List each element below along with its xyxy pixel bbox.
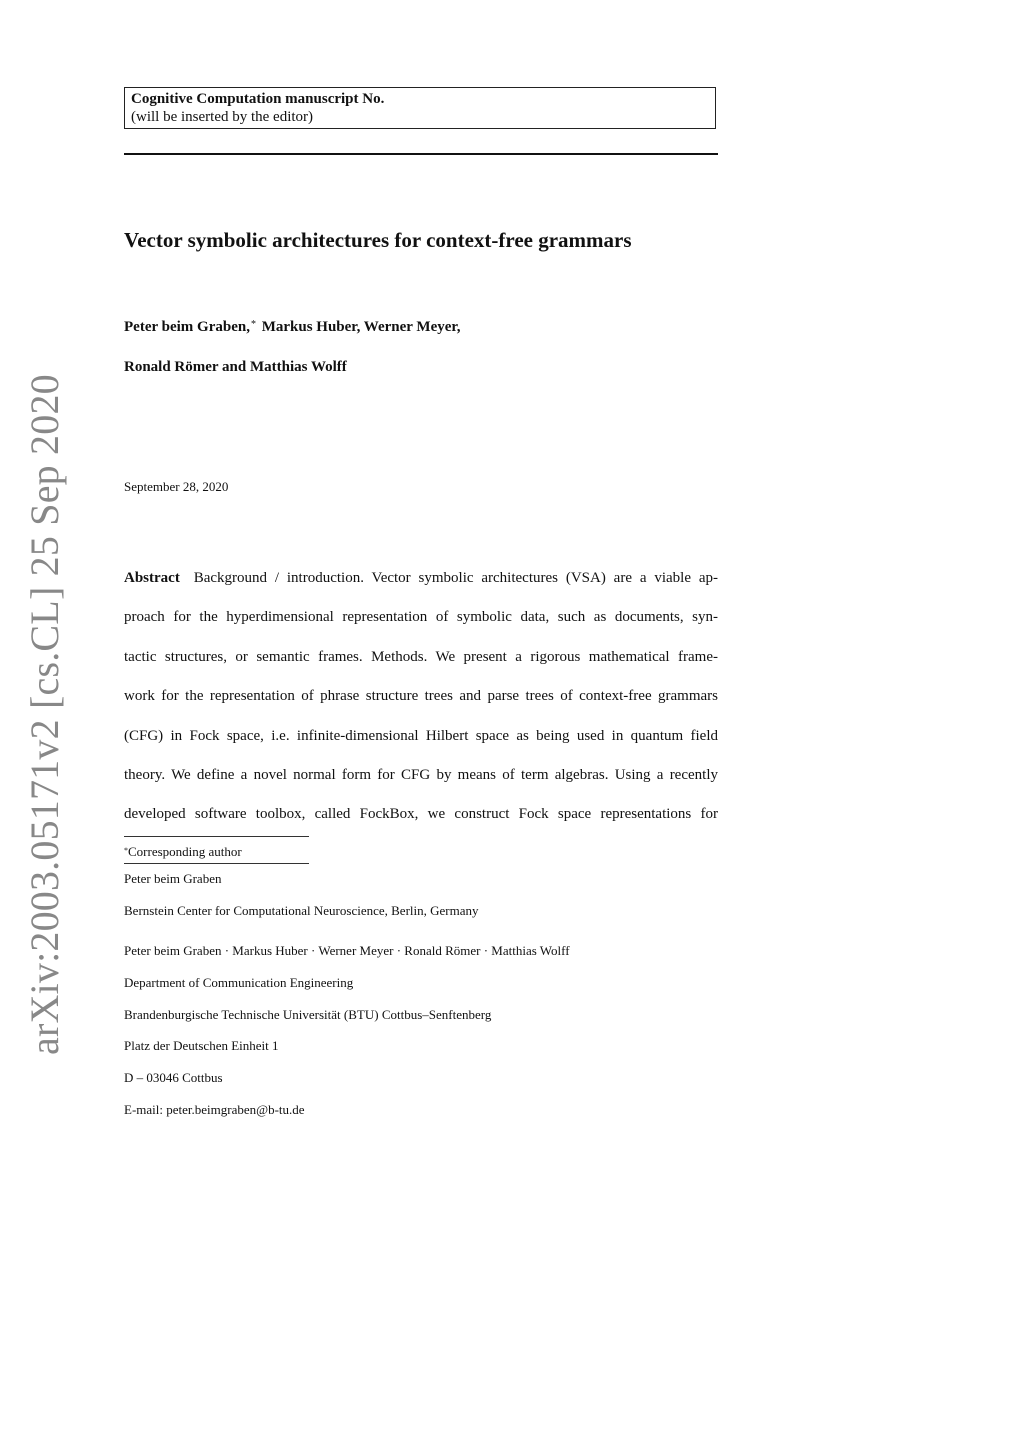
- affiliation-line: Platz der Deutschen Einheit 1: [124, 1038, 279, 1053]
- arxiv-identifier-stamp: arXiv:2003.05171v2 [cs.CL] 25 Sep 2020: [22, 374, 67, 1055]
- corresponding-author-mark: *: [250, 319, 256, 330]
- footnote-rule-top: [124, 836, 309, 837]
- affiliation-line: Peter beim Graben: [124, 871, 222, 886]
- affiliation-line: Brandenburgische Technische Universität (BTU) Cottbus–Senftenberg: [124, 1007, 492, 1022]
- affiliation-line: Bernstein Center for Computational Neuroscience, Berlin, Germany: [124, 903, 479, 918]
- journal-header-box: [124, 87, 716, 129]
- affiliation-line: D – 03046 Cottbus: [124, 1070, 223, 1085]
- header-rule: [124, 153, 718, 155]
- abstract-text: Background / introduction. Vector symbolic architectures (VSA) are a viable ap-: [193, 570, 718, 586]
- footnote-corresponding-author: [124, 843, 242, 861]
- abstract-line-5: (CFG) in Fock space, i.e. infinite-dimensional Hilbert space as being used in quantum field: [124, 728, 718, 744]
- affiliation-line: Peter beim Graben · Markus Huber · Werner Meyer · Ronald Römer · Matthias Wolff: [124, 943, 570, 958]
- affiliation-email: E-mail: peter.beimgraben@b-tu.de: [124, 1102, 305, 1117]
- paper-title: Vector symbolic architectures for context-free grammars: [124, 228, 632, 252]
- author-first: Peter beim Graben,: [124, 319, 250, 335]
- footnote-text: Corresponding author: [128, 844, 242, 859]
- abstract-line-6: theory. We define a novel normal form for CFG by means of term algebras. Using a recently: [124, 767, 718, 783]
- authors-line-1: [124, 317, 460, 337]
- journal-note: (will be inserted by the editor): [131, 109, 314, 125]
- abstract-line-4: work for the representation of phrase structure trees and parse trees of context-free grammars: [124, 688, 718, 704]
- paper-date: September 28, 2020: [124, 479, 229, 494]
- authors-rest: Markus Huber, Werner Meyer,: [261, 319, 461, 335]
- abstract-line-3: tactic structures, or semantic frames. Methods. We present a rigorous mathematical frame-: [124, 649, 718, 665]
- abstract-label: Abstract: [124, 570, 180, 586]
- abstract-line-1: [124, 568, 718, 588]
- footnote-mark: *: [124, 846, 128, 855]
- abstract-line-7: developed software toolbox, called FockBox, we construct Fock space representations for: [124, 806, 718, 822]
- footnote-rule-bottom: [124, 863, 309, 864]
- journal-name: Cognitive Computation manuscript No.: [131, 91, 385, 107]
- affiliation-line: Department of Communication Engineering: [124, 975, 354, 990]
- authors-line-2: Ronald Römer and Matthias Wolff: [124, 359, 347, 375]
- abstract-line-2: proach for the hyperdimensional representation of symbolic data, such as documents, syn-: [124, 609, 718, 625]
